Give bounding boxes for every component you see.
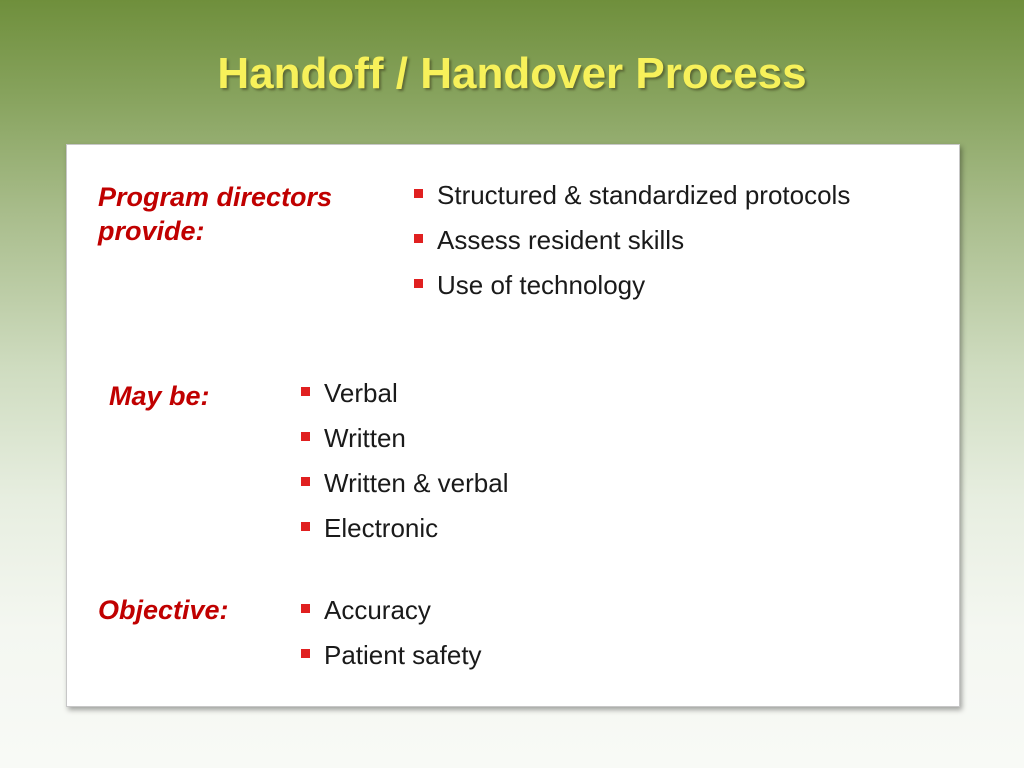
square-bullet-icon — [301, 432, 310, 441]
list-item-text: Written — [324, 423, 406, 453]
list-item-text: Electronic — [324, 513, 439, 543]
section-label-program-directors: Program directors provide: — [98, 182, 333, 246]
bullet-list-may-be — [301, 371, 508, 551]
square-bullet-icon — [414, 279, 423, 288]
list-item — [301, 588, 482, 633]
square-bullet-icon — [301, 477, 310, 486]
list-item — [301, 461, 508, 506]
list-item — [301, 416, 508, 461]
list-item — [414, 263, 850, 308]
square-bullet-icon — [301, 604, 310, 613]
square-bullet-icon — [414, 234, 423, 243]
list-item — [414, 218, 850, 263]
list-item-text: Written & verbal — [324, 468, 509, 498]
content-panel — [66, 144, 960, 707]
list-item-text: Structured & standardized protocols — [437, 180, 851, 210]
list-item — [301, 633, 482, 678]
slide-title: Handoff / Handover Process — [217, 49, 807, 98]
list-item — [301, 371, 508, 416]
section-label-objective: Objective: — [98, 595, 229, 625]
square-bullet-icon — [301, 522, 310, 531]
list-item — [414, 173, 850, 218]
list-item-text: Assess resident skills — [437, 225, 685, 255]
square-bullet-icon — [301, 387, 310, 396]
list-item-text: Use of technology — [437, 270, 646, 300]
list-item-text: Verbal — [324, 378, 398, 408]
section-label-may-be: May be: — [109, 381, 210, 411]
list-item-text: Patient safety — [324, 640, 482, 670]
list-item-text: Accuracy — [324, 595, 431, 625]
list-item — [301, 506, 508, 551]
square-bullet-icon — [414, 189, 423, 198]
bullet-list-program-directors — [414, 173, 850, 308]
bullet-list-objective — [301, 588, 482, 678]
square-bullet-icon — [301, 649, 310, 658]
